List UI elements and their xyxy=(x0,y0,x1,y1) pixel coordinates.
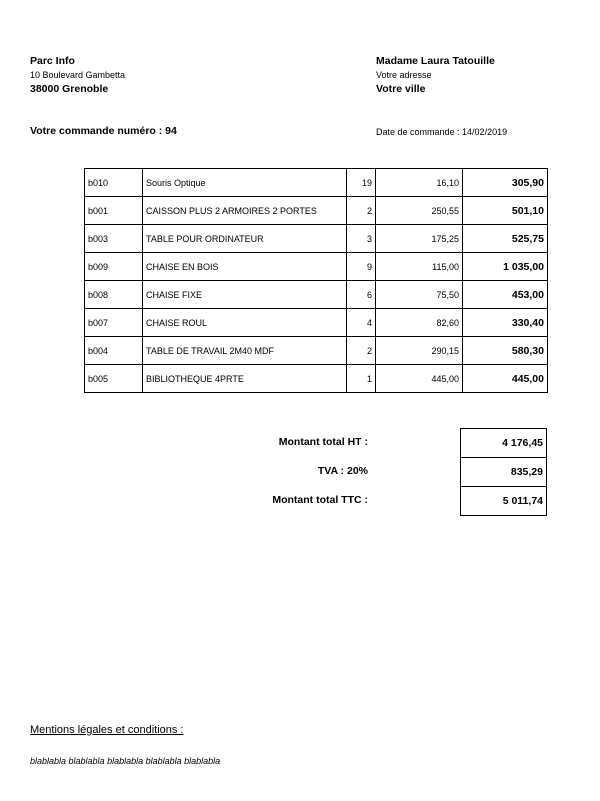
table-row xyxy=(85,169,548,197)
total-ht-value: 4 176,45 xyxy=(461,429,547,458)
sender-city: 38000 Grenoble xyxy=(30,83,109,95)
item-total: 501,10 xyxy=(463,197,548,225)
item-qty: 3 xyxy=(347,225,376,253)
order-date: Date de commande : 14/02/2019 xyxy=(376,127,508,137)
recipient-city: Votre ville xyxy=(376,83,426,95)
item-ref: b009 xyxy=(85,253,143,281)
item-ref: b003 xyxy=(85,225,143,253)
item-unit-price: 16,10 xyxy=(376,169,463,197)
item-qty: 2 xyxy=(347,197,376,225)
item-unit-price: 290,15 xyxy=(376,337,463,365)
item-ref: b010 xyxy=(85,169,143,197)
item-unit-price: 250,55 xyxy=(376,197,463,225)
item-total: 580,30 xyxy=(463,337,548,365)
item-description: CHAISE EN BOIS xyxy=(143,253,347,281)
tva-label: TVA : 20% xyxy=(317,465,368,477)
table-row xyxy=(85,197,548,225)
item-unit-price: 175,25 xyxy=(376,225,463,253)
recipient-address: Votre adresse xyxy=(376,70,432,80)
item-description: CHAISE ROUL xyxy=(143,309,347,337)
item-ref: b004 xyxy=(85,337,143,365)
total-ttc-row xyxy=(461,487,547,516)
items-table xyxy=(84,168,548,393)
item-ref: b007 xyxy=(85,309,143,337)
item-qty: 1 xyxy=(347,365,376,393)
item-total: 445,00 xyxy=(463,365,548,393)
item-description: BIBLIOTHEQUE 4PRTE xyxy=(143,365,347,393)
order-number: Votre commande numéro : 94 xyxy=(30,125,177,137)
item-unit-price: 115,00 xyxy=(376,253,463,281)
sender-address: 10 Boulevard Gambetta xyxy=(30,70,126,80)
item-qty: 4 xyxy=(347,309,376,337)
table-row xyxy=(85,337,548,365)
item-total: 453,00 xyxy=(463,281,548,309)
items-table-body xyxy=(85,169,548,393)
item-ref: b008 xyxy=(85,281,143,309)
item-description: TABLE DE TRAVAIL 2M40 MDF xyxy=(143,337,347,365)
table-row xyxy=(85,253,548,281)
item-description: CHAISE FIXE xyxy=(143,281,347,309)
table-row xyxy=(85,281,548,309)
total-ttc-label: Montant total TTC : xyxy=(272,494,368,506)
item-ref: b005 xyxy=(85,365,143,393)
recipient-block xyxy=(376,54,495,96)
item-total: 330,40 xyxy=(463,309,548,337)
recipient-name: Madame Laura Tatouille xyxy=(376,55,495,67)
table-row xyxy=(85,225,548,253)
sender-block xyxy=(30,54,125,96)
legal-text: blablabla blablabla blablabla blablabla blablabla xyxy=(30,756,221,766)
item-qty: 6 xyxy=(347,281,376,309)
item-description: TABLE POUR ORDINATEUR xyxy=(143,225,347,253)
item-unit-price: 445,00 xyxy=(376,365,463,393)
item-unit-price: 75,50 xyxy=(376,281,463,309)
legal-title: Mentions légales et conditions : xyxy=(30,724,184,736)
tva-value: 835,29 xyxy=(461,458,547,487)
item-total: 305,90 xyxy=(463,169,548,197)
item-qty: 2 xyxy=(347,337,376,365)
item-total: 525,75 xyxy=(463,225,548,253)
total-ttc-value: 5 011,74 xyxy=(461,487,547,516)
total-ht-label: Montant total HT : xyxy=(278,436,368,448)
table-row xyxy=(85,365,548,393)
item-description: Souris Optique xyxy=(143,169,347,197)
item-unit-price: 82,60 xyxy=(376,309,463,337)
tva-row xyxy=(461,458,547,487)
sender-name: Parc Info xyxy=(30,55,75,67)
item-qty: 19 xyxy=(347,169,376,197)
item-total: 1 035,00 xyxy=(463,253,548,281)
total-ht-row xyxy=(461,429,547,458)
item-ref: b001 xyxy=(85,197,143,225)
totals-table xyxy=(460,428,547,516)
table-row xyxy=(85,309,548,337)
item-qty: 9 xyxy=(347,253,376,281)
item-description: CAISSON PLUS 2 ARMOIRES 2 PORTES xyxy=(143,197,347,225)
